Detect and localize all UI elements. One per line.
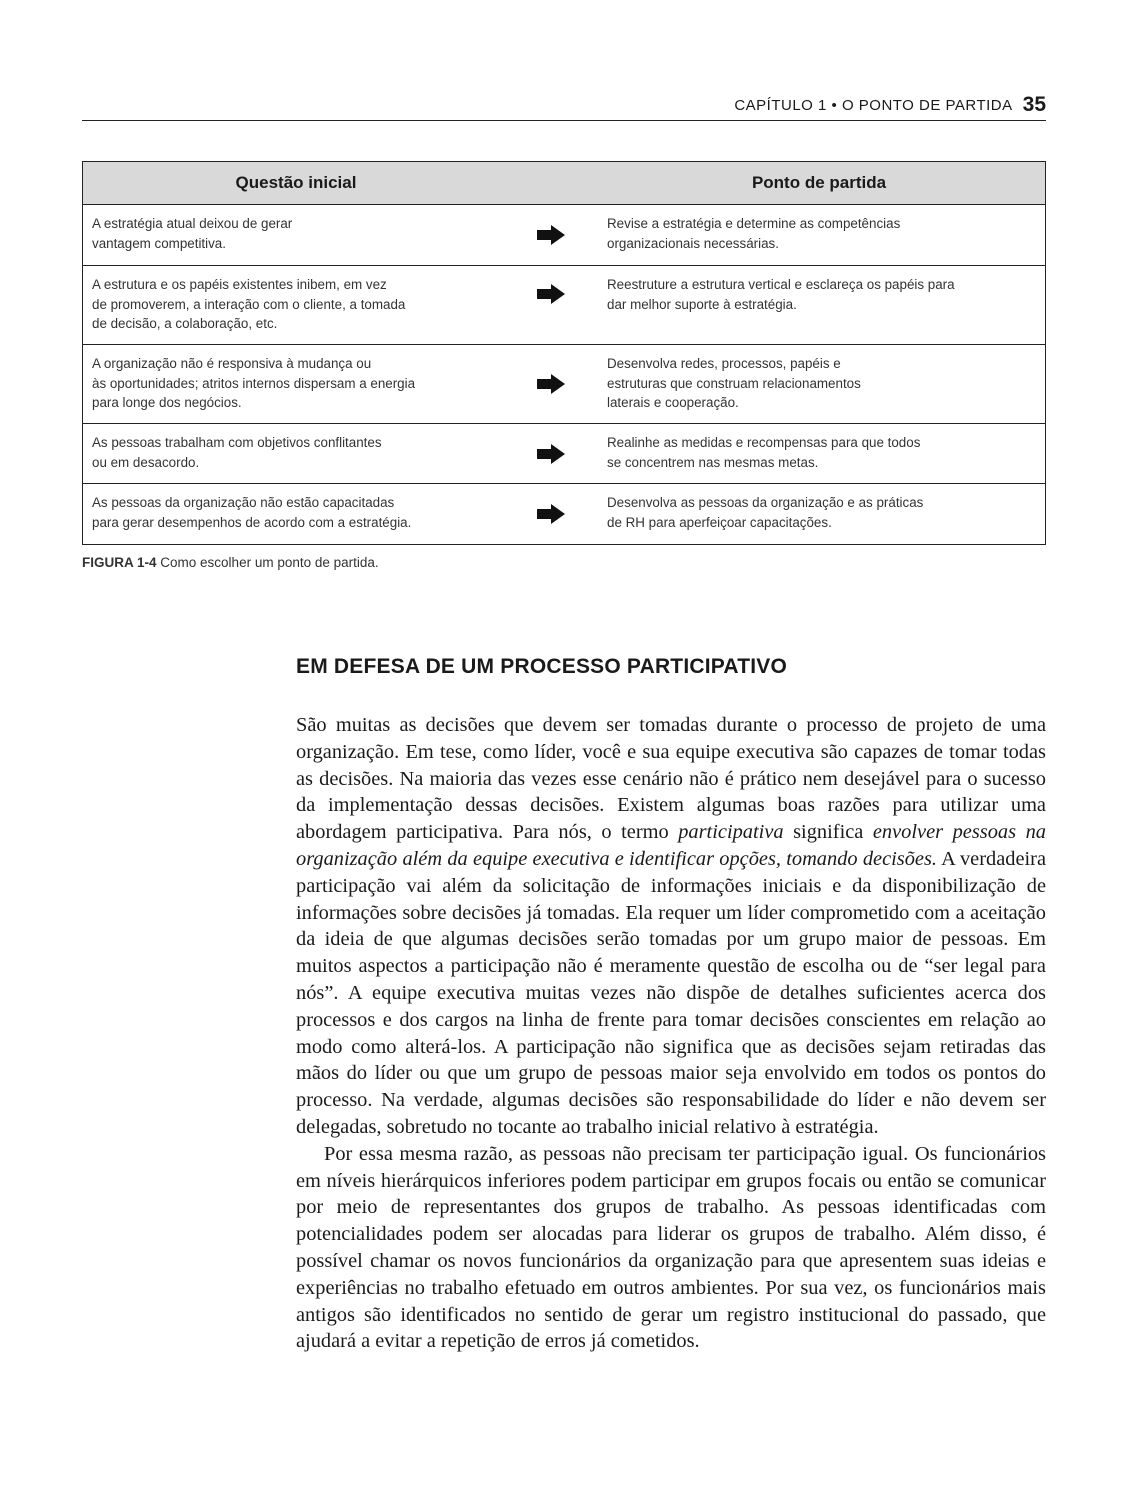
table-row	[83, 205, 1045, 266]
chapter-title: CAPÍTULO 1 • O PONTO DE PARTIDA	[734, 97, 1013, 114]
arrow-right-icon	[537, 444, 565, 464]
paragraph: São muitas as decisões que devem ser tomadas durante o processo de projeto de uma organização. Em tese, como líder, você e sua equipe executiva são capazes de tomar todas as decisões. Na maioria das vezes esse cenário não é prático nem desejável para o sucesso da implementação dessas decisões. Existem algumas boas razões para utilizar uma abordagem participativa. Para nós, o termo participativa significa envolver pessoas na organização além da equipe executiva e identificar opções, tomando decisões. A verdadeira participação vai além da solicitação de informações iniciais e da disponibilização de informações sobre decisões já tomadas. Ela requer um líder comprometido com a aceitação da ideia de que algumas decisões serão tomadas por um grupo maior de pessoas. Em muitos aspectos a participação não é meramente questão de escolha ou de “ser legal para nós”. A equipe executiva muitas vezes não dispõe de detalhes suficientes acerca dos processos e dos cargos na linha de frente para tomar decisões conscientes em relação ao modo como alterá-los. A participação não significa que as decisões sejam retiradas das mãos do líder ou que um grupo de pessoas maior seja envolvido em todos os pontos do processo. Na verdade, algumas decisões são responsabilidade do líder e não devem ser delegadas, sobretudo no tocante ao trabalho inicial relativo à estratégia.	[296, 714, 1047, 1138]
table-row	[83, 266, 1045, 345]
table-row	[83, 484, 1045, 544]
table-header	[83, 162, 1045, 205]
figure-caption-text: Como escolher um ponto de partida.	[160, 555, 379, 570]
arrow-right-icon	[537, 504, 565, 524]
paragraph: Por essa mesma razão, as pessoas não precisam ter participação igual. Os funcionários em níveis hierárquicos inferiores podem participar em grupos focais ou então se comunicar por meio de representantes dos grupos de trabalho. As pessoas identificadas com potencialidades podem ser alocadas para liderar os grupos de trabalho. Além disso, é possível chamar os novos funcionários da organização para que apresentem suas ideias e experiências no trabalho efetuado em outros ambientes. Por sua vez, os funcionários mais antigos são identificados no sentido de gerar um registro institucional do passado, que ajudará a evitar a repetição de erros já cometidos.	[296, 1142, 1046, 1353]
emphasis: envolver pessoas na organização além da equipe executiva e identificar opções, tomando decisões.	[296, 821, 1046, 870]
figure-label: FIGURA 1-4	[82, 555, 157, 570]
issue-cell: As pessoas trabalham com objetivos conflitantes ou em desacordo.	[92, 435, 382, 470]
figure-table	[82, 161, 1046, 545]
issue-cell: A estratégia atual deixou de gerar vantagem competitiva.	[92, 216, 293, 251]
table-row	[83, 345, 1045, 424]
start-cell: Desenvolva redes, processos, papéis e estruturas que construam relacionamentos laterais e cooperação.	[607, 356, 861, 410]
issue-cell: As pessoas da organização não estão capacitadas para gerar desempenhos de acordo com a estratégia.	[92, 495, 412, 530]
column-header-start: Ponto de partida	[751, 173, 887, 192]
column-header-issue: Questão inicial	[235, 173, 357, 192]
running-header	[82, 88, 1046, 121]
arrow-right-icon	[537, 225, 565, 245]
section-title: EM DEFESA DE UM PROCESSO PARTICIPATIVO	[296, 655, 788, 678]
start-cell: Realinhe as medidas e recompensas para que todos se concentrem nas mesmas metas.	[607, 435, 921, 470]
page-number: 35	[1022, 93, 1046, 116]
emphasis: participativa	[678, 821, 784, 844]
issue-cell: A organização não é responsiva à mudança ou às oportunidades; atritos internos dispersam a energia para longe dos negócios.	[92, 356, 416, 410]
arrow-right-icon	[537, 284, 565, 304]
table-row	[83, 424, 1045, 484]
issue-cell: A estrutura e os papéis existentes inibem, em vez de promoverem, a interação com o cliente, a tomada de decisão, a colaboração, etc.	[92, 277, 406, 331]
body-text	[296, 712, 1046, 1355]
figure-caption	[82, 555, 379, 570]
arrow-right-icon	[537, 374, 565, 394]
start-cell: Reestruture a estrutura vertical e esclareça os papéis para dar melhor suporte à estratégia.	[607, 277, 955, 312]
start-cell: Desenvolva as pessoas da organização e as práticas de RH para aperfeiçoar capacitações.	[607, 495, 924, 530]
start-cell: Revise a estratégia e determine as competências organizacionais necessárias.	[607, 216, 901, 251]
